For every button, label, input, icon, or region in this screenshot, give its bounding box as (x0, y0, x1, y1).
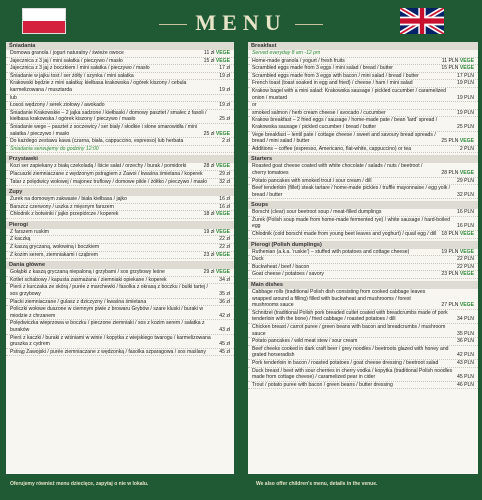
menu-item (6, 211, 234, 219)
menu-item-price: 36 zł (219, 298, 230, 305)
menu-item (6, 163, 234, 171)
menu-item-name: Śniadanie Krakowskie – 2 jajka sadzone / kiełbaski / domowy pasztet / smalec z fasoli / kiełbasa krakowska / ogórek kiszony / pieczywo / masło (10, 109, 207, 123)
menu-item-name: Krakow breakfast – 2 fried eggs / sausage / home-made pate / bean 'lard' spread / Krakowska sausage / pickled cucumber / bread / butter (252, 117, 438, 130)
uk-flag-icon[interactable] (400, 8, 444, 34)
menu-item-price: 32 PLN (457, 191, 474, 198)
menu-item-name: Łosoś wędzony / serek ziołowy / awokado (10, 102, 105, 109)
vege-badge: VEGE (459, 271, 474, 278)
menu-item (6, 320, 234, 334)
vege-badge: VEGE (215, 163, 230, 170)
menu-item-name: Gołąbki z kaszą gryczaną niepaloną i grzybami / sos grzybowy leśne (10, 269, 165, 276)
menu-item-name: Goat cheese / potatoes / savory (252, 271, 324, 278)
menu-item-name: Jajecznica z 3 jaj z boczkiem / mini sałatka / pieczywo / masło (10, 65, 150, 72)
menu-item-name: Domowa granola / jogurt naturalny / świeże owoce (10, 50, 124, 56)
section-heading: Śniadania (6, 42, 234, 50)
menu-item-price: 43 zł (219, 327, 230, 333)
menu-item-price: 2 PLN (459, 145, 474, 152)
menu-item (6, 244, 234, 252)
menu-item-name: Z kaszą gryczaną, wołowiną i boczkiem (10, 244, 100, 251)
menu-item (6, 58, 234, 66)
menu-item-price: 19 PLN (457, 94, 474, 101)
section-heading: Soups (248, 201, 478, 209)
polish-menu-column (6, 42, 234, 474)
menu-item-price: 16 zł (219, 196, 230, 203)
menu-item-price: 19 zł (219, 102, 230, 109)
menu-item (248, 65, 478, 73)
menu-item-name: Beef cheeks cooked in dark craft beer / grey noodles / beetroots glazed with honey and grated horseradish (252, 345, 449, 359)
menu-item-price: 18 PLN (441, 231, 459, 238)
menu-item-price: 17 zł (219, 65, 230, 72)
vege-badge: VEGE (215, 211, 230, 218)
menu-item (248, 249, 478, 257)
menu-item (248, 185, 478, 199)
menu-item (6, 335, 234, 349)
menu-item-price: 23 PLN (441, 271, 459, 278)
section-heading: Starters (248, 155, 478, 163)
menu-item-price: 19 PLN (457, 80, 474, 87)
menu-item (248, 146, 478, 154)
menu-item-name: Do każdego zestawu kawa (czarna, biała, cappuccino, espresso) lub herbata (10, 138, 184, 145)
menu-item (248, 324, 478, 338)
menu-item-name: Pierś z kurczaka ze skórą / purée z marchewki / fasolka z okrasą z boczku / bulki tartej / sos grzybowy (10, 284, 208, 298)
menu-item-price: 29 PLN (457, 177, 474, 184)
menu-title: MENU (0, 10, 482, 36)
menu-item-name: Policzki wołowe duszone w ciemnym piwie z browaru Grybów / szare kluski / buraki w miodzie z chrzanem (10, 306, 204, 319)
menu-item (248, 163, 478, 177)
menu-item-name: Polędwiczka wieprzowa w boczku / pieczone ziemniaki / sos z kozim serem / sałatka z buraków (10, 320, 205, 333)
menu-item (6, 299, 234, 307)
menu-item-price: 25 PLN (441, 138, 459, 145)
menu-item (248, 102, 478, 110)
menu-item (248, 360, 478, 368)
menu-item-name: Duck breast / beet with sour cherries in cherry vodka / kopytka (traditional Polish noodles made from cottage cheese) / caramelized pear in cider (252, 367, 453, 381)
menu-item-price: 19 zł (203, 228, 215, 235)
english-menu-column (248, 42, 478, 474)
menu-item-name: Żurek (Polish soup made from home-made fermented rye) / white sausage / hard-boiled egg (252, 216, 450, 230)
menu-item (6, 110, 234, 124)
menu-item-name: Z kaczką (10, 236, 31, 243)
vege-badge: VEGE (215, 228, 230, 235)
vege-badge: VEGE (459, 65, 474, 72)
menu-item-price: 42 zł (219, 312, 230, 319)
menu-item (6, 349, 234, 357)
menu-item (6, 65, 234, 73)
menu-item-price: 34 zł (219, 276, 230, 283)
menu-item-price: 17 PLN (457, 72, 474, 79)
menu-item-name: Jajecznica z 3 jaj / mini sałatka / pieczywo / masło (10, 57, 123, 64)
menu-item-price: 15 PLN (441, 65, 459, 72)
menu-item (6, 269, 234, 277)
menu-item-price: 15 zł (203, 57, 215, 64)
menu-item (248, 132, 478, 146)
menu-item-price: 35 PLN (457, 330, 474, 337)
section-heading: Dania główne (6, 261, 234, 269)
menu-item-name: Śniadanie wege – pasztet z soczewicy / ser biały / słodkie i słone smarowidła / mini sałatka / pieczywo / masło (10, 123, 198, 137)
menu-item-name: Krakow bagel with a mini salad: Krakowska sausage / pickled cucumber / caramelized onion / mustard (252, 87, 446, 101)
menu-item-name: Kotlet schabowy / kapusta zasmażana / ziemniaki opiekane / koperek (10, 276, 167, 283)
menu-item (248, 50, 478, 58)
menu-item-name: Beef tenderloin (fillet) steak tartare / home-made pickles / truffle mayonnaise / egg yolk / bread / butter (252, 185, 451, 198)
section-heading: Breakfast (248, 42, 478, 50)
menu-item (248, 289, 478, 310)
menu-item (6, 50, 234, 58)
menu-item (248, 256, 478, 264)
menu-item-price: 43 PLN (457, 359, 474, 366)
vege-badge: VEGE (459, 248, 474, 255)
menu-item (248, 178, 478, 186)
menu-item (6, 252, 234, 260)
menu-item-name: or (252, 102, 257, 109)
menu-item-name: Vege breakfast – lentil pate / cottage cheese / sweet and savoury bread spreads / bread / mini salad / butter (252, 131, 436, 145)
menu-item (6, 124, 234, 138)
menu-item-name: Cabbage rolls (traditional Polish dish consisting from cooked cabbage leaves wrapped around a filling) filled with buckwheat and mushrooms / forest mushrooms sauce (252, 289, 426, 309)
menu-item-price: 45 PLN (457, 374, 474, 381)
menu-item-price: 36 PLN (457, 338, 474, 345)
menu-item-name: Kozi ser zapiekany z białą czekoladą / liście sałat / orzechy / burak / pomidorki (10, 163, 187, 170)
menu-item (248, 209, 478, 217)
menu-item-price: 16 PLN (457, 209, 474, 216)
menu-item-price: 16 zł (219, 203, 230, 210)
menu-item-name: Śniadanie w jajku tost / ser żółty / szynka / mini sałatka (10, 72, 134, 79)
menu-item-name: Served everyday 8 am -12 pm (252, 50, 321, 56)
menu-item-name: Scrambled eggs made from 3 eggs / mini salad / bread / butter (252, 65, 393, 72)
menu-item (6, 196, 234, 204)
vege-badge: VEGE (215, 57, 230, 64)
menu-item-name: Trout / potato puree with bacon / green beans / butter dressing (252, 381, 393, 388)
menu-item-price: 22 PLN (457, 263, 474, 270)
vege-badge: VEGE (215, 130, 230, 137)
menu-item (6, 284, 234, 298)
menu-item-name: Pstrąg Zawojski / purée ziemniaczane z wędzonką / fasolka szparagowa / sos maślany (10, 348, 206, 355)
menu-item (248, 338, 478, 346)
menu-item (6, 236, 234, 244)
vege-badge: VEGE (459, 302, 474, 309)
menu-item-name: Tatar z polędwicy wołowej / majonez truflowy / domowe pikle / żółtko / pieczywo / masło (10, 178, 208, 185)
menu-item-price: 45 zł (219, 348, 230, 355)
menu-item (248, 264, 478, 272)
menu-item (6, 179, 234, 187)
menu-item-price: 25 zł (203, 130, 215, 137)
menu-item-price: 35 zł (219, 291, 230, 298)
menu-item-name: Z kozim serem, ziemniakami i cząbrem (10, 251, 99, 258)
menu-item-price: 34 PLN (457, 316, 474, 323)
menu-item-price: 32 zł (219, 178, 230, 185)
menu-item-price: 46 PLN (457, 381, 474, 388)
menu-item-name: Placuszki ziemniaczane z wędzonym pstrągiem z Zawoi / kwaśna śmietana / koperek (10, 170, 203, 177)
menu-item (6, 102, 234, 110)
menu-item (6, 138, 234, 146)
menu-item-price: 27 PLN (441, 302, 459, 309)
menu-item-name: Barszcz czerwony / uszka z mięsnym farszem (10, 203, 114, 210)
menu-item-name: Chłodnik (cold borscht made from young beet leaves and yoghurt) / quail egg / dill (252, 231, 437, 238)
menu-item-name: lub (10, 94, 17, 101)
menu-item (6, 171, 234, 179)
menu-item-name: Pierś z kaczki / buraki z wiśniami w winie / kopytka z wiejskiego twarogu / karmelizowana gruszka z cydrem (10, 334, 211, 348)
menu-item-name: Scrambled eggs made from 3 eggs with bacon / mini salad / bread / butter (252, 72, 419, 79)
menu-item-price: 19 PLN (441, 248, 459, 255)
vege-badge: VEGE (459, 169, 474, 176)
menu-item (6, 277, 234, 285)
menu-item (248, 110, 478, 118)
menu-item (248, 310, 478, 324)
menu-item-price: 18 zł (203, 211, 215, 218)
section-heading: Pierogi (Polish dumplings) (248, 241, 478, 249)
menu-item (248, 58, 478, 66)
menu-item-price: 2 zł (222, 138, 230, 145)
menu-item-price: 19 PLN (457, 109, 474, 116)
menu-item-price: 19 zł (219, 86, 230, 93)
menu-item-price: 29 zł (219, 170, 230, 177)
menu-item-name: Pork tenderloin in bacon / roasted potatoes / goat cheese dressing / beetroot salad (252, 359, 439, 366)
menu-item-price: 25 zł (219, 116, 230, 123)
menu-item-price: 19 zł (219, 72, 230, 79)
menu-item (248, 346, 478, 360)
menu-item-name: Roasted goat cheese coated with white chocolate / salads / nuts / beetroot / cherry tomatoes (252, 163, 423, 176)
menu-item (248, 73, 478, 81)
menu-item-name: Home-made granola / yogurt / fresh fruits (252, 57, 345, 64)
menu-item-name: Żurek na domowym zakwasie / biała kiełbasa / jajko (10, 196, 127, 203)
menu-item (248, 88, 478, 102)
menu-item-price: 28 zł (203, 163, 215, 170)
menu-item-name: Buckwheat / beef / bacon (252, 263, 310, 270)
menu-item (248, 271, 478, 279)
section-heading: Zupy (6, 188, 234, 196)
footer-note-en: We also offer children's menu, details in the venue. (256, 481, 378, 487)
menu-item-name: Borscht (clear) sour beetroot soup / meat-filled dumplings (252, 209, 382, 216)
menu-item-name: Z farszem ruskim (10, 228, 50, 235)
menu-item (248, 382, 478, 390)
menu-item-name: smoked salmon / herb cream cheese / avocado / cucumber (252, 109, 386, 116)
menu-item-price: 22 zł (219, 236, 230, 243)
menu-item-price: 45 zł (219, 341, 230, 348)
menu-item-name: Krakowski będzie z mini sałatką: kiełbasa krakowska / ogórek kiszony / cebula karmelizowana / musztarda (10, 80, 187, 93)
menu-item-name: Duck (252, 256, 264, 263)
menu-item-name: Potato pancakes / wild meat stew / sour cream (252, 338, 358, 345)
menu-item (248, 117, 478, 131)
menu-item-name: Placki ziemniaczane / gulasz z dziczyzny / kwaśna śmietana (10, 298, 147, 305)
menu-item-price: 11 zł (204, 50, 215, 56)
menu-item (248, 80, 478, 88)
menu-item-name: Potato pancakes with smoked trout / sour cream / dill (252, 177, 372, 184)
menu-item-name: Śniadania serwujemy do godziny 12:00 (10, 145, 99, 152)
menu-item-name: Chicken breast / carrot puree / green beans with bacon and breadcrumbs / mushroom sauce (252, 324, 446, 337)
section-heading: Pierogi (6, 221, 234, 229)
vege-badge: VEGE (215, 269, 230, 276)
menu-item-name: French toast (toast soaked in egg and fried) / cheese / ham / mini salad (252, 80, 413, 87)
menu-item-name: Ruthenian (a.k.a. 'ruskie') – stuffed with potatoes and cottage cheese) (252, 248, 410, 255)
vege-badge: VEGE (459, 57, 474, 64)
menu-item (6, 80, 234, 94)
section-heading: Przystawki (6, 155, 234, 163)
section-heading: Main dishes (248, 281, 478, 289)
menu-item (248, 217, 478, 231)
menu-item-price: 42 PLN (457, 352, 474, 359)
vege-badge: VEGE (215, 251, 230, 258)
menu-item-price: 29 zł (203, 269, 215, 276)
menu-item (6, 204, 234, 212)
footer-note-pl: Oferujemy również menu dziecięce, zapytaj o nie w lokalu. (10, 481, 149, 487)
vege-badge: VEGE (459, 231, 474, 238)
menu-item-price: 22 zł (219, 244, 230, 251)
menu-item (248, 231, 478, 239)
vege-badge: VEGE (215, 50, 230, 56)
menu-item-price: 16 PLN (457, 223, 474, 230)
menu-item (6, 306, 234, 320)
menu-item-name: Schnitzel (traditional Polish pork breaded cutlet coated with breadcrumbs made of pork tenderloin with the bone) / fried cabbage / roasted potatoes / dill (252, 309, 448, 323)
menu-header (0, 0, 482, 40)
menu-item (6, 229, 234, 237)
menu-item (6, 146, 234, 154)
menu-item-name: Chłodnik z botwinki / jajko przepiórcze / koperek (10, 211, 119, 218)
menu-item-price: 25 PLN (457, 123, 474, 130)
vege-badge: VEGE (459, 138, 474, 145)
menu-item (248, 368, 478, 382)
menu-item-price: 28 PLN (441, 169, 459, 176)
menu-item (6, 73, 234, 81)
menu-item-price: 23 zł (203, 251, 215, 258)
menu-item-price: 22 PLN (457, 256, 474, 263)
menu-item-price: 11 PLN (441, 57, 459, 64)
menu-item (6, 95, 234, 103)
menu-item-name: Additions – coffee (espresso, Americano, flat-white, cappuccino) or tea (252, 145, 412, 152)
